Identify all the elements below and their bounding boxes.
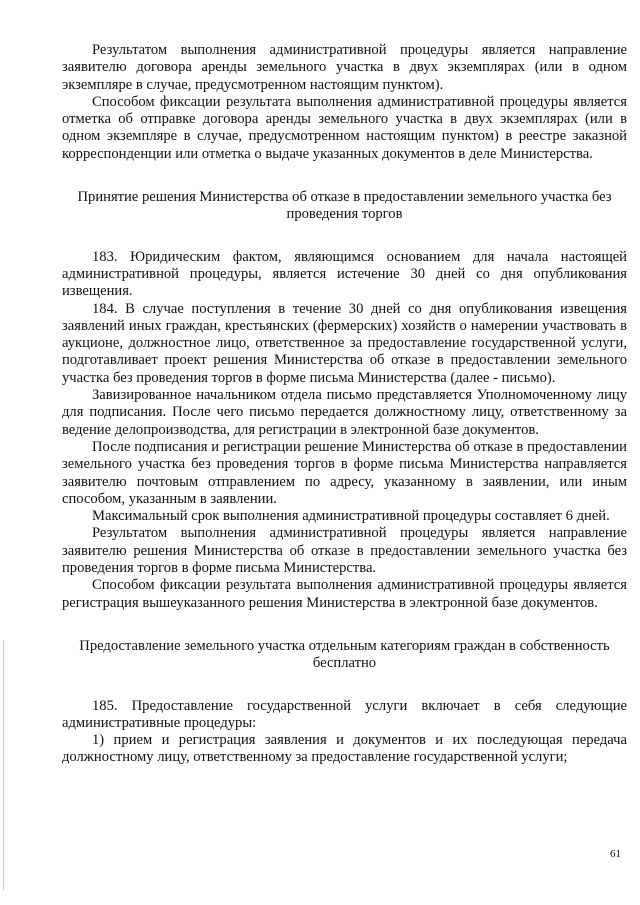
page-number: 61 [610, 848, 621, 860]
paragraph-183: 183. Юридическим фактом, являющимся основанием для начала настоящей административной процедуры, является истечение 30 дней со дня опубликования извещения. [62, 248, 627, 300]
document-body [62, 42, 627, 767]
scan-edge-line [3, 640, 4, 890]
section-heading-free-land: Предоставление земельного участка отдельным категориям граждан в собственность бесплатно [79, 637, 610, 672]
paragraph-letter-sending: После подписания и регистрации решение Министерства об отказе в предоставлении земельного участка без проведения торгов в форме письма Министерства направляется заявителю почтовым отправлением по адресу, указанному в заявлении, или иным способом, указанным в заявлении. [62, 438, 627, 507]
paragraph-result-refusal: Результатом выполнения административной процедуры является направление заявителю решения Министерства об отказе в предоставлении земельного участка без проведения торгов в форме письма Министерства. [62, 525, 627, 577]
paragraph-max-term: Максимальный срок выполнения административной процедуры составляет 6 дней. [92, 508, 610, 525]
list-item-1: 1) прием и регистрация заявления и документов и их последующая передача должностному лицу, ответственному за предоставление государственной услуги; [62, 732, 627, 766]
paragraph-fixation-refusal: Способом фиксации результата выполнения административной процедуры является регистрация вышеуказанного решения Министерства в электронной базе документов. [62, 577, 627, 611]
paragraph-result-lease: Результатом выполнения административной процедуры является направление заявителю договора аренды земельного участка в двух экземплярах (или в одном экземпляре в случае, предусмотренном настоящим пунктом). [62, 42, 627, 93]
paragraph-184: 184. В случае поступления в течение 30 дней со дня опубликования извещения заявлений иных граждан, крестьянских (фермерских) хозяйств о намерении участвовать в аукционе, должностное лицо, ответственное за предоставление государственной услуги, подготавливает проект решения Министерства об отказе в предоставлении земельного участка без проведения торгов в форме письма Министерства (далее - письмо). [62, 300, 627, 386]
paragraph-letter-signing: Завизированное начальником отдела письмо представляется Уполномоченному лицу для подписания. После чего письмо передается должностному лицу, ответственному за ведение делопроизводства, для регистрации в электронной базе документов. [62, 387, 627, 438]
section-heading-refusal: Принятие решения Министерства об отказе в предоставлении земельного участка без проведения торгов [77, 189, 612, 223]
paragraph-185: 185. Предоставление государственной услуги включает в себя следующие административные процедуры: [62, 697, 627, 731]
paragraph-fixation-lease: Способом фиксации результата выполнения административной процедуры является отметка об отправке договора аренды земельного участка в двух экземплярах (или в одном экземпляре в случае, предусмотренном настоящим пунктом) в реестре заказной корреспонденции или отметка о выдаче указанных документов в деле Министерства. [62, 93, 627, 162]
